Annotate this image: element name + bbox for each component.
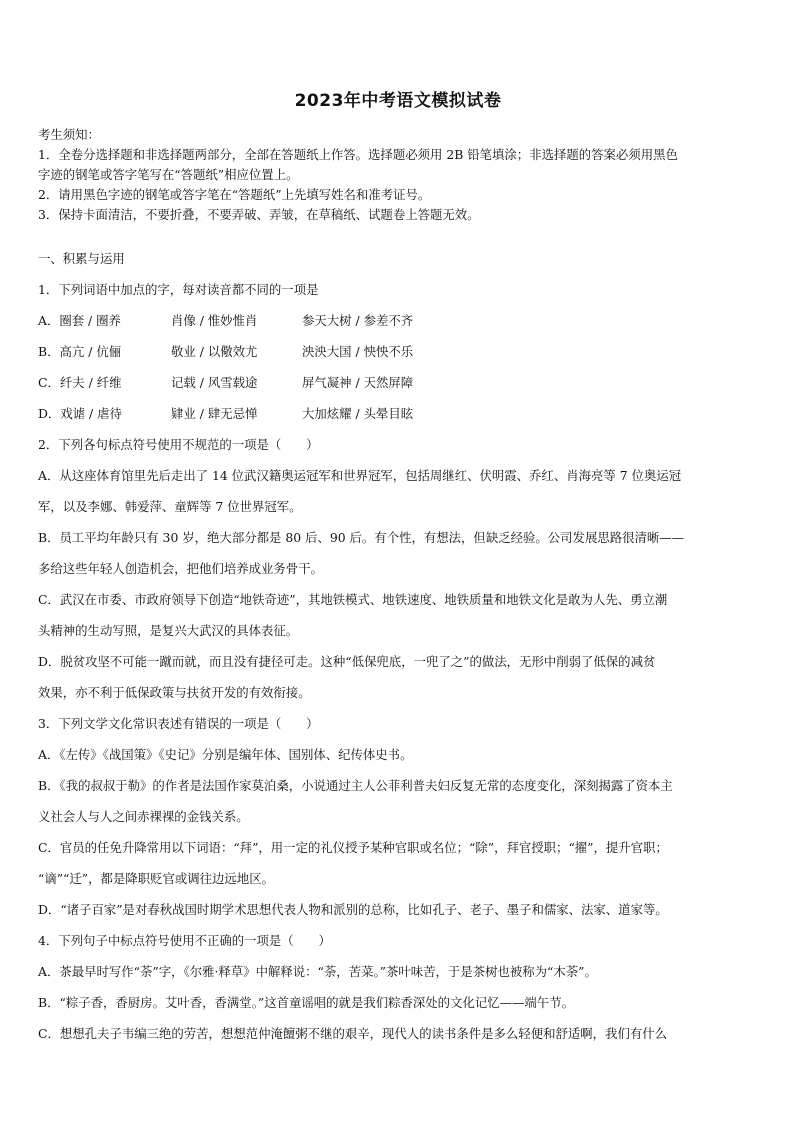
option-b: B．员工平均年龄只有 30 岁，绝大部分都是 80 后、90 后。有个性，有想法，但缺乏经验。公司发展思路很清晰—— xyxy=(38,530,685,545)
question-stem: 3．下列文学文化常识表述有错误的一项是（ ） xyxy=(38,716,319,731)
option-cell: D．戏谑 / 虐待 xyxy=(38,406,122,421)
option-c: C．武汉在市委、市政府领导下创造“地铁奇迹”，其地铁模式、地铁速度、地铁质量和地铁文化是敢为人先、勇立潮 xyxy=(38,592,668,607)
option-c xyxy=(38,367,758,398)
notice-heading: 考生须知： xyxy=(38,127,100,142)
option-b xyxy=(38,336,758,367)
option-d xyxy=(38,398,758,429)
option-cell: B．高亢 / 伉俪 xyxy=(38,344,122,359)
question-1 xyxy=(38,274,758,429)
option-a xyxy=(38,305,758,336)
notice-line: 字迹的钢笔或答字笔写在“答题纸”相应位置上。 xyxy=(38,167,299,182)
option-cell: 大加炫耀 / 头晕目眩 xyxy=(302,406,414,421)
exam-page xyxy=(38,86,758,1049)
option-cell: A．圈套 / 圈养 xyxy=(38,313,121,328)
option-cell: 屏气凝神 / 天然屏障 xyxy=(302,375,414,390)
option-a-cont: 军，以及李娜、韩爱萍、童辉等 7 位世界冠军。 xyxy=(38,499,302,514)
option-a: A．从这座体育馆里先后走出了 14 位武汉籍奥运冠军和世界冠军，包括周继红、伏明霞、乔红、肖海亮等 7 位奥运冠 xyxy=(38,468,682,483)
option-c-cont: 头精神的生动写照，是复兴大武汉的具体表征。 xyxy=(38,623,299,638)
option-b-cont: 义社会人与人之间赤裸裸的金钱关系。 xyxy=(38,809,249,824)
question-stem: 4．下列句子中标点符号使用不正确的一项是（ ） xyxy=(38,933,331,948)
option-d: D．脱贫攻坚不可能一蹴而就，而且没有捷径可走。这种“低保兜底，一兜了之”的做法，无形中削弱了低保的减贫 xyxy=(38,654,656,669)
notice-line: 1．全卷分选择题和非选择题两部分，全部在答题纸上作答。选择题必须用 2B 铅笔填涂；非选择题的答案必须用黑色 xyxy=(38,147,678,162)
option-a: A．《左传》《战国策》《史记》分别是编年体、国别体、纪传体史书。 xyxy=(38,747,413,762)
question-3 xyxy=(38,708,758,925)
option-b: B．“粽子香，香厨房。艾叶香，香满堂。”这首童谣唱的就是我们粽香深处的文化记忆——端午节。 xyxy=(38,995,574,1010)
option-cell: C．纤夫 / 纤维 xyxy=(38,375,122,390)
notice-line: 2．请用黑色字迹的钢笔或答字笔在“答题纸”上先填写姓名和准考证号。 xyxy=(38,187,431,202)
option-cell: 肖像 / 惟妙惟肖 xyxy=(171,313,258,328)
option-b-cont: 多给这些年轻人创造机会，把他们培养成业务骨干。 xyxy=(38,561,323,576)
page-title: 2023年中考语文模拟试卷 xyxy=(294,91,502,111)
question-stem: 2．下列各句标点符号使用不规范的一项是（ ） xyxy=(38,437,319,452)
option-c: C．官员的任免升降常用以下词语：“拜”，用一定的礼仪授予某种官职或名位；“除”，拜官授职；“擢”，提升官职； xyxy=(38,840,668,855)
option-cell: 敬业 / 以儆效尤 xyxy=(171,344,258,359)
section-heading: 一、积累与运用 xyxy=(38,251,125,266)
option-b: B．《我的叔叔于勒》的作者是法国作家莫泊桑，小说通过主人公菲利普夫妇反复无常的态度变化，深刻揭露了资本主 xyxy=(38,778,673,793)
question-2 xyxy=(38,429,758,708)
exam-notice xyxy=(38,125,758,225)
option-c: C．想想孔夫子韦编三绝的劳苦，想想范仲淹饘粥不继的艰辛，现代人的读书条件是多么轻便和舒适啊，我们有什么 xyxy=(38,1026,668,1041)
option-cell: 肄业 / 肆无忌惮 xyxy=(171,406,258,421)
option-d-cont: 效果，亦不利于低保政策与扶贫开发的有效衔接。 xyxy=(38,685,311,700)
notice-line: 3．保持卡面清洁，不要折叠，不要弄破、弄皱，在草稿纸、试题卷上答题无效。 xyxy=(38,207,480,222)
question-stem: 1．下列词语中加点的字，每对读音都不同的一项是 xyxy=(38,282,319,297)
question-4 xyxy=(38,925,758,1049)
option-cell: 参天大树 / 参差不齐 xyxy=(302,313,414,328)
option-a: A．茶最早时写作“荼”字，《尔雅·释草》中解释说：“荼，苦菜。”茶叶味苦，于是茶树也被称为“木荼”。 xyxy=(38,964,597,979)
option-d: D．“诸子百家”是对春秋战国时期学术思想代表人物和派别的总称，比如孔子、老子、墨子和儒家、法家、道家等。 xyxy=(38,902,668,917)
option-c-cont: “谪”“迁”，都是降职贬官或调往边远地区。 xyxy=(38,871,274,886)
option-cell: 记载 / 风雪载途 xyxy=(171,375,258,390)
option-cell: 泱泱大国 / 怏怏不乐 xyxy=(302,344,414,359)
